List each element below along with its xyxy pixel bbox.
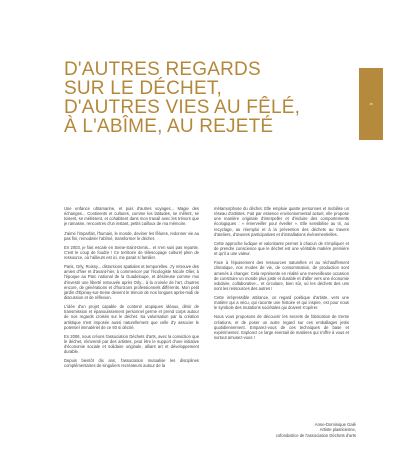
title-line: D'AUTRES VIES AU FÊLÉ, <box>64 97 301 118</box>
signature-name: Anne-Dominique Galé <box>314 422 356 427</box>
signature-role: Artiste plasticienne, <box>319 427 356 433</box>
page-number: 15 <box>369 102 373 106</box>
paragraph: En 2003, je fais escale en Seine-Saint-Denis... et n'en suis pas repartie. C'est le coup de foudre ! Ce territoire de télescopage culturel plein de ressource, où l'ailleurs est ici, me parait si familier. <box>64 244 199 261</box>
paragraph: Face à l'épuisement des ressources naturelles et au réchauffement climatique, nos modes de vie, de consommation, de production sont amenés à changer. Cela représente en réalité une merveilleuse occasion de construire un monde plus juste et durable et d'aller vers une économie solidaire, collaborative... et circulaire, bien sûr, où les déchets des uns sont les ressources des autres ! <box>214 260 349 291</box>
paragraph: Depuis bientôt dix ans, l'association mutualise les disciplines complémentaires de singuliers recréateurs autour de la <box>64 358 199 369</box>
title-line: SUR LE DÉCHET, <box>64 78 223 99</box>
signature-org: cofondatrice de l'association Déchets d'arts <box>275 432 356 438</box>
paragraph: Une enfance ultramarine, et puis d'autres voyages... Magie des échanges... Continents et cultures, comme les latitudes, se mêlent, se toisent, se métissent, et cohabitent dans mon travail avec les trésors que je ramasse, rencontres d'un instant, petits cailloux de ma mémoire. <box>64 206 199 227</box>
paragraph: J'aime l'imparfait, l'humain, le monde, deviner les fêlures, redonner vie au pas fini, remodeler l'abîmé, transformer le déchet. <box>64 230 199 241</box>
signature-block <box>236 422 356 438</box>
title-line: D'AUTRES REGARDS <box>64 59 261 80</box>
paragraph: Paris, Orly, Roissy... distorsions spatiales et temporelles. J'y retrouve des amies d'hier et d'avant-hier, à commencer par l'écologiste Nicole Olier, à l'époque au Parc national de la Guadeloupe, et désireuse comme moi d'investir une liberté retrouvée après Orly... à la croisée de l'art, d'autres encore, de générations et d'horizons professionnels différents. Mon petit jardin d'Épinay-sur-Seine devient le témoin de nos longues après-midi de discussion et de réflexion. <box>64 264 199 301</box>
page-title <box>64 60 354 136</box>
left-column <box>64 206 199 372</box>
title-line: À L'ABÎME, AU REJETÉ <box>64 116 274 137</box>
paragraph: Cette approche ludique et valorisante permet à chacun de s'impliquer et de prendre conscience que le déchet est une véritable matière première et qu'il a une valeur. <box>214 240 349 257</box>
paragraph: En 2006, nous créons l'association Déchets d'arts, avec la conviction que le déchet, réinventé par des artistes, peut être le support d'une initiative d'économie sociale et solidaire originale, alliant art et développement durable. <box>64 333 199 355</box>
right-column <box>214 206 349 344</box>
page-tab <box>359 68 383 140</box>
paragraph: Cette irrépressible attirance, ce regard poétique d'artiste, vers une matière qui a vécu, qui raconte une histoire et qui inspire, est pour nous le symbole des mutations sociétales qui doivent s'opérer. <box>214 295 349 311</box>
paragraph: L'idée d'un projet capable de contenir utopiques idéaux, désir de transmission et épanouissement personnel germe et prend corps autour de nos regards croisés sur le déchet. Sa valorisation par la création artistique s'est imposée aussi naturellement que celle d'y associer le potentiel immatériel de ce 93 si décrié. <box>64 304 199 330</box>
paragraph: Nous vous proposons de découvrir les secrets de fabrication de trente créations, et de poser un autre regard sur ces emballages jetés quotidiennement. Emparez-vous de ces techniques de base et expérimentez. Explorez ce large éventail de matières qui s'offre à vous et surtout amusez-vous ! <box>214 314 349 340</box>
paragraph: métamorphose du déchet. Elle emploie quatre personnes et mobilise un réseau d'artistes. Fait par essence environnemental actuel, elle propose une manière originale d'interpeller et d'induire des comportements écologiques : « émerveiller pour éveiller ». Elle sensibilise au tri, au recyclage, au réemploi et à la prévention des déchets au travers d'ateliers, d'œuvres participatives et d'installations événementielles. <box>214 206 349 237</box>
